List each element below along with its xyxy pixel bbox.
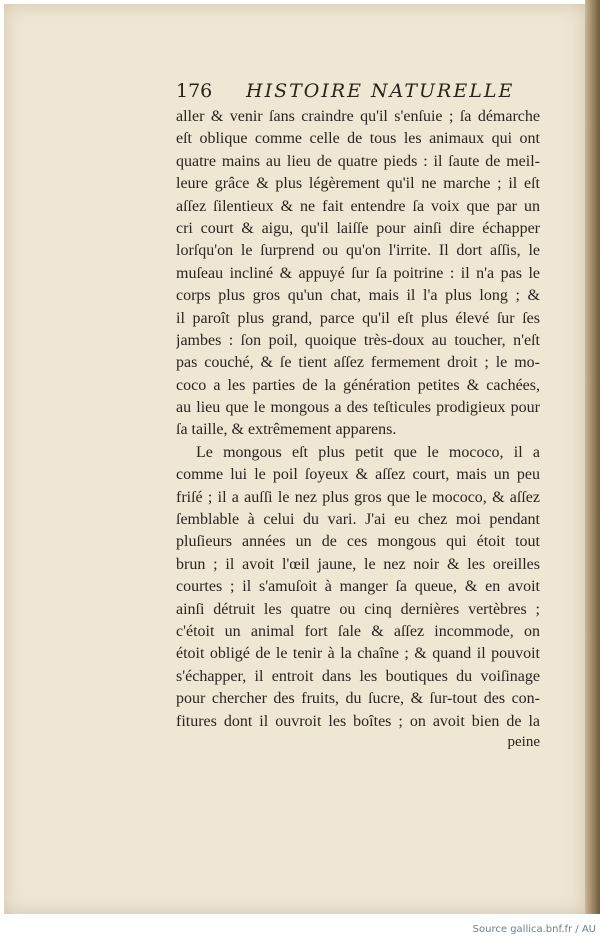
text-line: pluſieurs années un de ces mongous qui étoit tout — [176, 533, 540, 551]
text-line: leure grâce & plus légèrement qu'il ne marche ; il eſt — [176, 175, 540, 193]
text-line: il paroît plus grand, parce qu'il eſt plus élevé ſur ſes — [176, 309, 540, 327]
text-line: eſt oblique comme celle de tous les animaux qui ont — [176, 130, 540, 148]
text-line: corps plus gros qu'un chat, mais il l'a plus long ; & — [176, 287, 540, 305]
text-line: aſſez ſilentieux & ne fait entendre ſa voix que par un — [176, 197, 540, 215]
text-line: courtes ; il s'amuſoit à manger ſa queue, & en avoit — [176, 578, 540, 596]
text-line: jambes : ſon poil, quoique très-doux au toucher, n'eſt — [176, 331, 540, 349]
text-line: muſeau incliné & appuyé ſur ſa poitrine : il n'a pas le — [176, 264, 540, 282]
text-line: ſemblable à celui du vari. J'ai eu chez moi pendant — [176, 511, 540, 529]
running-title: HISTOIRE NATURELLE — [246, 80, 515, 102]
text-line: pour chercher des fruits, du ſucre, & ſur-tout des con- — [176, 690, 540, 708]
text-line: pas couché, & ſe tient aſſez fermement droit ; le mo- — [176, 354, 540, 372]
text-line: lorſqu'on le ſurprend ou qu'on l'irrite. Il dort aſſis, le — [176, 242, 540, 260]
text-line: ſa taille, & extrêmement apparens. — [176, 421, 397, 439]
text-line: brun ; il avoit l'œil jaune, le nez noir & les oreilles — [176, 555, 540, 573]
text-line: au lieu que le mongous a des teſticules prodigieux pour — [176, 399, 540, 417]
catchword: peine — [507, 734, 540, 750]
text-line: coco a les parties de la génération petites & cachées, — [176, 376, 540, 394]
text-line: étoit obligé de le tenir à la chaîne ; & quand il pouvoit — [176, 645, 540, 663]
page-header — [176, 80, 536, 104]
text-line: friſé ; il a auſſi le nez plus gros que le mococo, & aſſez — [176, 488, 540, 506]
text-line: Le mongous eſt plus petit que le mococo, il a — [196, 443, 540, 461]
text-line: aller & venir ſans craindre qu'il s'enſuie ; ſa démarche — [176, 108, 540, 125]
text-line: cri court & aigu, qu'il laiſſe pour ainſi dire échapper — [176, 219, 540, 237]
body-text — [176, 106, 540, 733]
text-line: comme lui le poil ſoyeux & aſſez court, mais un peu — [176, 466, 540, 484]
text-line: quatre mains au lieu de quatre pieds : il ſaute de meil- — [176, 152, 540, 170]
text-line: c'étoit un animal fort ſale & aſſez incommode, on — [176, 622, 540, 640]
page-fold-shadow — [585, 0, 600, 914]
source-credit: Source gallica.bnf.fr / AU — [472, 924, 596, 935]
text-line: s'échapper, il entroit dans les boutiques du voiſinage — [176, 667, 540, 685]
text-line: fitures dont il ouvroit les boîtes ; on avoit bien de la — [176, 712, 540, 730]
text-line: ainſi détruit les quatre ou cinq dernières vertèbres ; — [176, 600, 540, 618]
page-number: 176 — [176, 80, 213, 102]
